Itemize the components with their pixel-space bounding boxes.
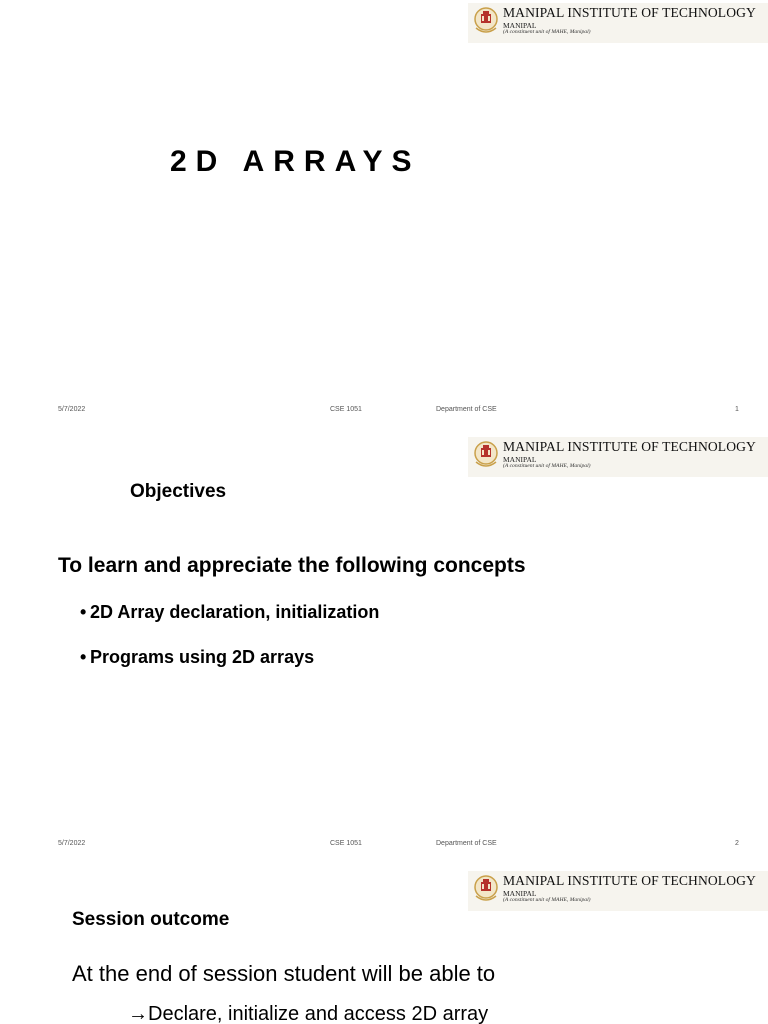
logo-sub: MANIPAL bbox=[503, 21, 537, 30]
objectives-lead: To learn and appreciate the following concepts bbox=[58, 554, 526, 577]
mit-emblem-icon bbox=[473, 6, 499, 36]
bullet-dot: • bbox=[80, 647, 87, 667]
footer-department: Department of CSE bbox=[436, 840, 497, 847]
logo-name: MANIPAL INSTITUTE OF TECHNOLOGY bbox=[503, 873, 756, 888]
mit-emblem-icon bbox=[473, 440, 499, 470]
list-item bbox=[80, 647, 314, 668]
logo-tagline: (A constituent unit of MAHE, Manipal) bbox=[503, 29, 591, 35]
slide-1 bbox=[0, 0, 768, 434]
slide-heading: Session outcome bbox=[72, 909, 230, 930]
footer-department: Department of CSE bbox=[436, 406, 497, 413]
logo-name: MANIPAL INSTITUTE OF TECHNOLOGY bbox=[503, 439, 756, 454]
footer-page-number: 1 bbox=[735, 406, 739, 413]
logo-tagline: (A constituent unit of MAHE, Manipal) bbox=[503, 897, 591, 903]
slide-heading: Objectives bbox=[130, 481, 227, 502]
slide-title: 2D ARRAYS bbox=[170, 145, 421, 178]
session-outcome-item: →Declare, initialize and access 2D array bbox=[128, 1003, 489, 1024]
footer-course: CSE 1051 bbox=[330, 406, 362, 413]
logo-sub: MANIPAL bbox=[503, 455, 537, 464]
mit-emblem-icon bbox=[473, 874, 499, 904]
institute-logo bbox=[468, 437, 768, 477]
list-item-text: 2D Array declaration, initialization bbox=[90, 602, 380, 622]
bullet-dot: • bbox=[80, 602, 87, 622]
slide-3 bbox=[0, 868, 768, 1024]
slide-2 bbox=[0, 434, 768, 868]
footer-course: CSE 1051 bbox=[330, 840, 362, 847]
footer-page-number: 2 bbox=[735, 840, 739, 847]
logo-sub: MANIPAL bbox=[503, 889, 537, 898]
list-item-text: Programs using 2D arrays bbox=[90, 647, 315, 667]
institute-logo bbox=[468, 3, 768, 43]
footer-date: 5/7/2022 bbox=[58, 840, 86, 847]
institute-logo bbox=[468, 871, 768, 911]
session-intro: At the end of session student will be able to bbox=[72, 961, 496, 986]
footer-date: 5/7/2022 bbox=[58, 406, 86, 413]
logo-name: MANIPAL INSTITUTE OF TECHNOLOGY bbox=[503, 5, 756, 20]
list-item bbox=[80, 602, 379, 623]
logo-tagline: (A constituent unit of MAHE, Manipal) bbox=[503, 463, 591, 469]
